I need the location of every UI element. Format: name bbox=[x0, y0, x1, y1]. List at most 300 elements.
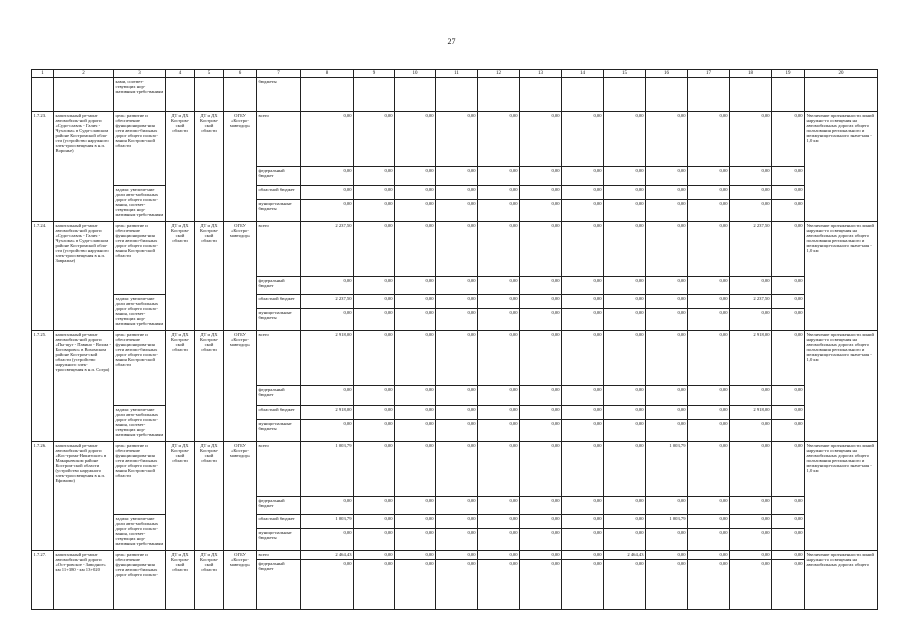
header-cell: 14 bbox=[562, 70, 604, 78]
funding-value: 0,00 bbox=[354, 386, 395, 406]
funding-value: 0,00 bbox=[520, 112, 562, 167]
funding-value: 0,00 bbox=[301, 167, 354, 186]
co-executor: ДТ и ДХ Костром-ской области bbox=[195, 331, 224, 442]
funding-value: 0,00 bbox=[395, 560, 436, 610]
funding-value: 0,00 bbox=[436, 551, 478, 560]
participant: ОГБУ «Костро-мавтодор» bbox=[224, 222, 257, 331]
item-name: капитальный ре-монт автомобиль-ной дороги «Пы-щуг - Павино - Вохма - Боговарово» в Вохомском районе Костром-ской области (устройство наружного элек-троосвещения в н.п. Согра) bbox=[54, 331, 114, 442]
funding-value: 0,00 bbox=[646, 200, 688, 222]
funding-value: 0,00 bbox=[436, 200, 478, 222]
funding-value: 0,00 bbox=[301, 529, 354, 551]
funding-value: 0,00 bbox=[436, 560, 478, 610]
funding-value: 0,00 bbox=[520, 386, 562, 406]
responsible-executor: ДТ и ДХ Костром-ской области bbox=[166, 442, 195, 551]
funding-value: 0,00 bbox=[562, 200, 604, 222]
funding-value: 0,00 bbox=[301, 420, 354, 442]
header-cell: 8 bbox=[301, 70, 354, 78]
funding-value: 0,00 bbox=[730, 112, 772, 167]
co-executor: ДТ и ДХ Костром-ской области bbox=[195, 442, 224, 551]
funding-value: 0,00 bbox=[604, 200, 646, 222]
funding-value: 0,00 bbox=[562, 529, 604, 551]
participant: ОГБУ «Костро-мавтодор» bbox=[224, 551, 257, 610]
table-cell bbox=[730, 78, 772, 112]
funding-value: 0,00 bbox=[646, 277, 688, 295]
funding-value: 0,00 bbox=[354, 200, 395, 222]
funding-value: 0,00 bbox=[688, 420, 730, 442]
table-cell bbox=[520, 78, 562, 112]
funding-value: 0,00 bbox=[562, 277, 604, 295]
funding-value: 0,00 bbox=[520, 200, 562, 222]
funding-value: 0,00 bbox=[772, 497, 805, 515]
item-number: 1.7.23. bbox=[32, 112, 54, 222]
continuation-row bbox=[32, 78, 878, 112]
table-cell bbox=[772, 78, 805, 112]
item-task: задача: увеличе-ние доли авто-мобильных дорог общего пользо-вания, соответ-ствующих нор-мативным требо-ваниям bbox=[114, 515, 166, 551]
funding-value: 0,00 bbox=[562, 222, 604, 277]
funding-value: 0,00 bbox=[604, 442, 646, 497]
expected-result: Увеличение протяженности линий наружно-го освещения на автомобильных дорогах общего пользования регионального и межмуници-пального значе-ния - 1,0 км bbox=[805, 222, 878, 331]
funding-value: 0,00 bbox=[604, 406, 646, 420]
funding-value: 0,00 bbox=[646, 529, 688, 551]
expected-result: Увеличение протяженности линий наружно-го освещения на автомобильных дорогах общего пользования регионального и межмуници-пального значе-ния - 1,0 км bbox=[805, 331, 878, 442]
funding-value: 0,00 bbox=[730, 309, 772, 331]
funding-value: 0,00 bbox=[562, 560, 604, 610]
item-goal: цель: развитие и обеспечение функционирова-ния сети автомо-бильных дорог общего пользо- bbox=[114, 551, 166, 610]
funding-source: областной бюджет bbox=[257, 295, 301, 309]
funding-value: 0,00 bbox=[562, 551, 604, 560]
table-cell bbox=[301, 78, 354, 112]
funding-value: 0,00 bbox=[395, 112, 436, 167]
funding-value: 0,00 bbox=[395, 442, 436, 497]
funding-value: 0,00 bbox=[520, 406, 562, 420]
funding-value: 0,00 bbox=[354, 529, 395, 551]
funding-value: 2 464,43 bbox=[301, 551, 354, 560]
funding-source: муници-пальные бюджеты bbox=[257, 420, 301, 442]
funding-source: федеральный бюджет bbox=[257, 560, 301, 610]
header-cell: 5 bbox=[195, 70, 224, 78]
item-goal: цель: развитие и обеспечение функционирова-ния сети автомо-бильных дорог общего пользо-вания Костром-ской области bbox=[114, 222, 166, 295]
funding-value: 0,00 bbox=[688, 529, 730, 551]
responsible-executor: ДТ и ДХ Костром-ской области bbox=[166, 331, 195, 442]
funding-source: федеральный бюджет bbox=[257, 277, 301, 295]
funding-value: 0,00 bbox=[520, 277, 562, 295]
funding-value: 0,00 bbox=[478, 295, 520, 309]
funding-value: 0,00 bbox=[301, 386, 354, 406]
funding-value: 0,00 bbox=[436, 277, 478, 295]
item-goal: цель: развитие и обеспечение функционирова-ния сети автомо-бильных дорог общего пользо-вания Костром-ской области bbox=[114, 112, 166, 186]
table-cell bbox=[688, 78, 730, 112]
funding-value: 0,00 bbox=[604, 309, 646, 331]
header-cell: 10 bbox=[395, 70, 436, 78]
funding-value: 0,00 bbox=[520, 186, 562, 200]
funding-value: 2 918,00 bbox=[301, 331, 354, 386]
funding-value: 0,00 bbox=[395, 497, 436, 515]
funding-value: 0,00 bbox=[354, 277, 395, 295]
funding-value: 0,00 bbox=[478, 186, 520, 200]
funding-source: областной бюджет bbox=[257, 186, 301, 200]
funding-value: 0,00 bbox=[604, 167, 646, 186]
program-table bbox=[31, 69, 878, 610]
funding-value: 0,00 bbox=[478, 529, 520, 551]
table-row-sub bbox=[32, 406, 878, 420]
header-row bbox=[32, 70, 878, 78]
funding-value: 0,00 bbox=[772, 515, 805, 529]
item-name: капитальный ре-монт автомобиль-ной дороги «Суди-славль - Галич - Чухлома» в Суди-славском районе Костромской обла-сти (устройство наружного элек-троосвещения в н.п. Завражье) bbox=[54, 222, 114, 331]
responsible-executor: ДТ и ДХ Костром-ской области bbox=[166, 112, 195, 222]
funding-value: 2 237,50 bbox=[301, 222, 354, 277]
funding-value: 0,00 bbox=[604, 497, 646, 515]
co-executor: ДТ и ДХ Костром-ской области bbox=[195, 222, 224, 331]
funding-value: 0,00 bbox=[395, 200, 436, 222]
item-name: капитальный ре-монт автомобиль-ной дороги «Кос-трома-Никитское» в Макарьевском районе Костром-ской области (устройство наружного элек-троосвещения в н.п. Ефимово) bbox=[54, 442, 114, 551]
funding-value: 0,00 bbox=[478, 112, 520, 167]
funding-value: 0,00 bbox=[688, 309, 730, 331]
header-cell: 3 bbox=[114, 70, 166, 78]
funding-value: 0,00 bbox=[436, 497, 478, 515]
funding-value: 0,00 bbox=[562, 331, 604, 386]
funding-value: 0,00 bbox=[604, 560, 646, 610]
funding-value: 0,00 bbox=[562, 309, 604, 331]
page-number: 27 bbox=[447, 37, 456, 46]
item-name: капитальный ре-монт автомобиль-ной дороги «Ост-ровское - Заводное» км 11+380 - км 13+020 bbox=[54, 551, 114, 610]
funding-value: 1 003,79 bbox=[646, 442, 688, 497]
table-cell bbox=[436, 78, 478, 112]
header-cell: 11 bbox=[436, 70, 478, 78]
funding-value: 0,00 bbox=[604, 222, 646, 277]
funding-value: 0,00 bbox=[772, 551, 805, 560]
funding-source: муници-пальные бюджеты bbox=[257, 529, 301, 551]
item-goal: цель: развитие и обеспечение функционирова-ния сети автомо-бильных дорог общего пользо-вания Костром-ской области bbox=[114, 442, 166, 515]
funding-value: 0,00 bbox=[772, 186, 805, 200]
header-cell: 16 bbox=[646, 70, 688, 78]
funding-value: 0,00 bbox=[478, 222, 520, 277]
funding-value: 0,00 bbox=[478, 406, 520, 420]
funding-value: 0,00 bbox=[646, 331, 688, 386]
funding-value: 0,00 bbox=[730, 277, 772, 295]
funding-value: 0,00 bbox=[562, 112, 604, 167]
funding-value: 0,00 bbox=[301, 309, 354, 331]
funding-value: 0,00 bbox=[562, 295, 604, 309]
funding-value: 0,00 bbox=[562, 420, 604, 442]
funding-value: 0,00 bbox=[688, 186, 730, 200]
header-cell: 18 bbox=[730, 70, 772, 78]
table-cell bbox=[604, 78, 646, 112]
table-cell: бюджеты bbox=[257, 78, 301, 112]
funding-source: всего bbox=[257, 551, 301, 560]
funding-value: 0,00 bbox=[354, 309, 395, 331]
table-cell bbox=[395, 78, 436, 112]
funding-value: 0,00 bbox=[562, 186, 604, 200]
table-row-sub bbox=[32, 186, 878, 200]
table-row-main bbox=[32, 222, 878, 277]
funding-value: 0,00 bbox=[478, 200, 520, 222]
funding-source: всего bbox=[257, 112, 301, 167]
item-task: задача: увеличе-ние доли авто-мобильных дорог общего пользо-вания, соответ-ствующих нор-мативным требо-ваниям bbox=[114, 186, 166, 222]
funding-value: 0,00 bbox=[301, 112, 354, 167]
header-cell: 4 bbox=[166, 70, 195, 78]
item-number: 1.7.27. bbox=[32, 551, 54, 610]
funding-value: 0,00 bbox=[772, 406, 805, 420]
funding-value: 0,00 bbox=[646, 112, 688, 167]
header-cell: 15 bbox=[604, 70, 646, 78]
funding-value: 0,00 bbox=[730, 386, 772, 406]
funding-value: 0,00 bbox=[562, 167, 604, 186]
funding-value: 0,00 bbox=[730, 529, 772, 551]
funding-value: 0,00 bbox=[688, 515, 730, 529]
funding-value: 2 237,50 bbox=[301, 295, 354, 309]
table-cell: ками, соответ-ствующих нор-мативным требо-ваниям bbox=[114, 78, 166, 112]
expected-result: Увеличение протяженности линий наружно-го освещения на автомобильных дорогах общего bbox=[805, 551, 878, 610]
funding-value: 0,00 bbox=[730, 560, 772, 610]
funding-value: 0,00 bbox=[520, 515, 562, 529]
funding-value: 0,00 bbox=[772, 442, 805, 497]
funding-source: федеральный бюджет bbox=[257, 386, 301, 406]
funding-value: 0,00 bbox=[520, 222, 562, 277]
funding-value: 0,00 bbox=[688, 295, 730, 309]
header-cell: 19 bbox=[772, 70, 805, 78]
funding-value: 0,00 bbox=[395, 167, 436, 186]
funding-source: федеральный бюджет bbox=[257, 167, 301, 186]
header-cell: 20 bbox=[805, 70, 878, 78]
funding-value: 1 003,79 bbox=[301, 442, 354, 497]
funding-value: 0,00 bbox=[436, 406, 478, 420]
funding-value: 0,00 bbox=[395, 515, 436, 529]
table-cell bbox=[54, 78, 114, 112]
funding-value: 0,00 bbox=[604, 295, 646, 309]
item-number: 1.7.24. bbox=[32, 222, 54, 331]
funding-value: 0,00 bbox=[436, 386, 478, 406]
funding-value: 0,00 bbox=[520, 420, 562, 442]
item-task: задача: увеличе-ние доли авто-мобильных дорог общего пользо-вания, соответ-ствующих нор-мативным требо-ваниям bbox=[114, 406, 166, 442]
funding-value: 0,00 bbox=[772, 420, 805, 442]
funding-value: 0,00 bbox=[395, 529, 436, 551]
funding-value: 0,00 bbox=[730, 200, 772, 222]
funding-value: 0,00 bbox=[646, 222, 688, 277]
funding-value: 0,00 bbox=[354, 222, 395, 277]
funding-value: 0,00 bbox=[688, 386, 730, 406]
funding-value: 0,00 bbox=[478, 420, 520, 442]
header-cell: 13 bbox=[520, 70, 562, 78]
funding-value: 0,00 bbox=[688, 551, 730, 560]
funding-value: 0,00 bbox=[436, 515, 478, 529]
funding-value: 0,00 bbox=[478, 277, 520, 295]
header-cell: 12 bbox=[478, 70, 520, 78]
funding-value: 0,00 bbox=[395, 331, 436, 386]
funding-value: 0,00 bbox=[436, 295, 478, 309]
responsible-executor: ДТ и ДХ Костром-ской области bbox=[166, 551, 195, 610]
table-cell bbox=[805, 78, 878, 112]
expected-result: Увеличение протяженности линий наружно-го освещения на автомобильных дорогах общего пользования регионального и межмуници-пального значе-ния - 1,0 км bbox=[805, 112, 878, 222]
participant: ОГБУ «Костро-мавтодор» bbox=[224, 112, 257, 222]
funding-value: 0,00 bbox=[604, 277, 646, 295]
funding-value: 0,00 bbox=[604, 331, 646, 386]
funding-value: 0,00 bbox=[354, 186, 395, 200]
funding-value: 0,00 bbox=[688, 167, 730, 186]
funding-value: 0,00 bbox=[301, 200, 354, 222]
funding-value: 0,00 bbox=[604, 386, 646, 406]
funding-value: 0,00 bbox=[354, 331, 395, 386]
funding-value: 0,00 bbox=[354, 515, 395, 529]
funding-value: 0,00 bbox=[436, 331, 478, 386]
funding-value: 0,00 bbox=[646, 497, 688, 515]
funding-source: областной бюджет bbox=[257, 406, 301, 420]
funding-value: 0,00 bbox=[688, 406, 730, 420]
funding-value: 0,00 bbox=[646, 551, 688, 560]
funding-value: 0,00 bbox=[604, 420, 646, 442]
funding-value: 0,00 bbox=[395, 386, 436, 406]
funding-value: 0,00 bbox=[520, 497, 562, 515]
funding-value: 0,00 bbox=[772, 295, 805, 309]
funding-value: 0,00 bbox=[646, 420, 688, 442]
funding-value: 0,00 bbox=[354, 442, 395, 497]
co-executor: ДТ и ДХ Костром-ской области bbox=[195, 112, 224, 222]
funding-value: 0,00 bbox=[688, 277, 730, 295]
funding-value: 0,00 bbox=[730, 497, 772, 515]
expected-result: Увеличение протяженности линий наружно-го освещения на автомобильных дорогах общего пользования регионального и межмуници-пального значе-ния - 1,0 км bbox=[805, 442, 878, 551]
funding-value: 0,00 bbox=[301, 277, 354, 295]
funding-value: 0,00 bbox=[301, 186, 354, 200]
funding-value: 0,00 bbox=[436, 112, 478, 167]
funding-value: 0,00 bbox=[436, 186, 478, 200]
funding-value: 2 918,00 bbox=[730, 331, 772, 386]
funding-value: 0,00 bbox=[772, 112, 805, 167]
table-row-sub bbox=[32, 515, 878, 529]
funding-value: 0,00 bbox=[395, 406, 436, 420]
table-cell bbox=[195, 78, 224, 112]
table-row-sub bbox=[32, 295, 878, 309]
funding-value: 0,00 bbox=[478, 331, 520, 386]
funding-value: 0,00 bbox=[604, 112, 646, 167]
funding-value: 0,00 bbox=[354, 420, 395, 442]
funding-value: 0,00 bbox=[436, 222, 478, 277]
table-cell bbox=[224, 78, 257, 112]
table-row-main bbox=[32, 112, 878, 167]
funding-value: 0,00 bbox=[354, 551, 395, 560]
funding-value: 0,00 bbox=[772, 560, 805, 610]
funding-value: 0,00 bbox=[478, 309, 520, 331]
item-goal: цель: развитие и обеспечение функционирова-ния сети автомо-бильных дорог общего пользо-вания Костром-ской области bbox=[114, 331, 166, 406]
funding-value: 0,00 bbox=[395, 309, 436, 331]
table-cell bbox=[646, 78, 688, 112]
funding-value: 0,00 bbox=[688, 112, 730, 167]
funding-value: 0,00 bbox=[730, 551, 772, 560]
funding-value: 0,00 bbox=[688, 442, 730, 497]
table-cell bbox=[562, 78, 604, 112]
header-cell: 6 bbox=[224, 70, 257, 78]
co-executor: ДТ и ДХ Костром-ской области bbox=[195, 551, 224, 610]
funding-value: 2 918,00 bbox=[730, 406, 772, 420]
funding-value: 0,00 bbox=[730, 442, 772, 497]
funding-value: 0,00 bbox=[395, 295, 436, 309]
funding-value: 0,00 bbox=[520, 331, 562, 386]
header-cell: 7 bbox=[257, 70, 301, 78]
funding-value: 0,00 bbox=[478, 497, 520, 515]
funding-value: 0,00 bbox=[354, 112, 395, 167]
funding-value: 0,00 bbox=[436, 420, 478, 442]
funding-value: 0,00 bbox=[395, 420, 436, 442]
funding-source: всего bbox=[257, 222, 301, 277]
funding-value: 0,00 bbox=[354, 295, 395, 309]
funding-source: федеральный бюджет bbox=[257, 497, 301, 515]
funding-value: 2 918,00 bbox=[301, 406, 354, 420]
participant: ОГБУ «Костро-мавтодор» bbox=[224, 442, 257, 551]
funding-value: 0,00 bbox=[478, 515, 520, 529]
funding-value: 0,00 bbox=[772, 386, 805, 406]
funding-value: 2 464,43 bbox=[604, 551, 646, 560]
funding-value: 0,00 bbox=[688, 331, 730, 386]
item-number: 1.7.25. bbox=[32, 331, 54, 442]
funding-value: 0,00 bbox=[730, 420, 772, 442]
funding-value: 1 003,79 bbox=[301, 515, 354, 529]
funding-value: 2 237,50 bbox=[730, 222, 772, 277]
header-cell: 1 bbox=[32, 70, 54, 78]
funding-value: 0,00 bbox=[772, 200, 805, 222]
table-row-main bbox=[32, 331, 878, 386]
funding-value: 0,00 bbox=[604, 529, 646, 551]
funding-value: 0,00 bbox=[646, 406, 688, 420]
funding-value: 0,00 bbox=[478, 560, 520, 610]
funding-value: 0,00 bbox=[478, 442, 520, 497]
funding-value: 0,00 bbox=[688, 497, 730, 515]
funding-source: областной бюджет bbox=[257, 515, 301, 529]
funding-value: 0,00 bbox=[520, 529, 562, 551]
header-cell: 9 bbox=[354, 70, 395, 78]
funding-value: 0,00 bbox=[301, 560, 354, 610]
table-row-main bbox=[32, 551, 878, 560]
funding-value: 0,00 bbox=[730, 186, 772, 200]
funding-value: 0,00 bbox=[395, 222, 436, 277]
item-task: задача: увеличе-ние доли авто-мобильных дорог общего пользо-вания, соответ-ствующих нор-мативным требо-ваниям bbox=[114, 295, 166, 331]
funding-value: 0,00 bbox=[772, 331, 805, 386]
responsible-executor: ДТ и ДХ Костром-ской области bbox=[166, 222, 195, 331]
funding-value: 0,00 bbox=[562, 515, 604, 529]
funding-value: 0,00 bbox=[646, 560, 688, 610]
table-cell bbox=[354, 78, 395, 112]
funding-value: 0,00 bbox=[562, 497, 604, 515]
funding-source: муници-пальные бюджеты bbox=[257, 309, 301, 331]
funding-value: 0,00 bbox=[395, 277, 436, 295]
funding-value: 0,00 bbox=[562, 406, 604, 420]
funding-value: 0,00 bbox=[301, 497, 354, 515]
funding-value: 0,00 bbox=[730, 167, 772, 186]
funding-value: 1 003,79 bbox=[646, 515, 688, 529]
funding-value: 0,00 bbox=[604, 515, 646, 529]
funding-value: 0,00 bbox=[478, 386, 520, 406]
funding-value: 0,00 bbox=[688, 200, 730, 222]
funding-value: 0,00 bbox=[395, 551, 436, 560]
funding-value: 0,00 bbox=[772, 167, 805, 186]
funding-value: 0,00 bbox=[646, 295, 688, 309]
funding-value: 0,00 bbox=[478, 167, 520, 186]
funding-value: 0,00 bbox=[354, 406, 395, 420]
header-cell: 2 bbox=[54, 70, 114, 78]
funding-value: 0,00 bbox=[688, 222, 730, 277]
funding-value: 0,00 bbox=[688, 560, 730, 610]
funding-value: 0,00 bbox=[354, 167, 395, 186]
funding-source: муници-пальные бюджеты bbox=[257, 200, 301, 222]
funding-value: 0,00 bbox=[436, 309, 478, 331]
funding-value: 0,00 bbox=[562, 442, 604, 497]
funding-value: 0,00 bbox=[772, 309, 805, 331]
funding-value: 0,00 bbox=[772, 277, 805, 295]
funding-value: 0,00 bbox=[646, 386, 688, 406]
funding-source: всего bbox=[257, 442, 301, 497]
funding-value: 0,00 bbox=[772, 222, 805, 277]
funding-value: 0,00 bbox=[354, 560, 395, 610]
participant: ОГБУ «Костро-мавтодор» bbox=[224, 331, 257, 442]
table-row-main bbox=[32, 442, 878, 497]
funding-value: 0,00 bbox=[520, 309, 562, 331]
